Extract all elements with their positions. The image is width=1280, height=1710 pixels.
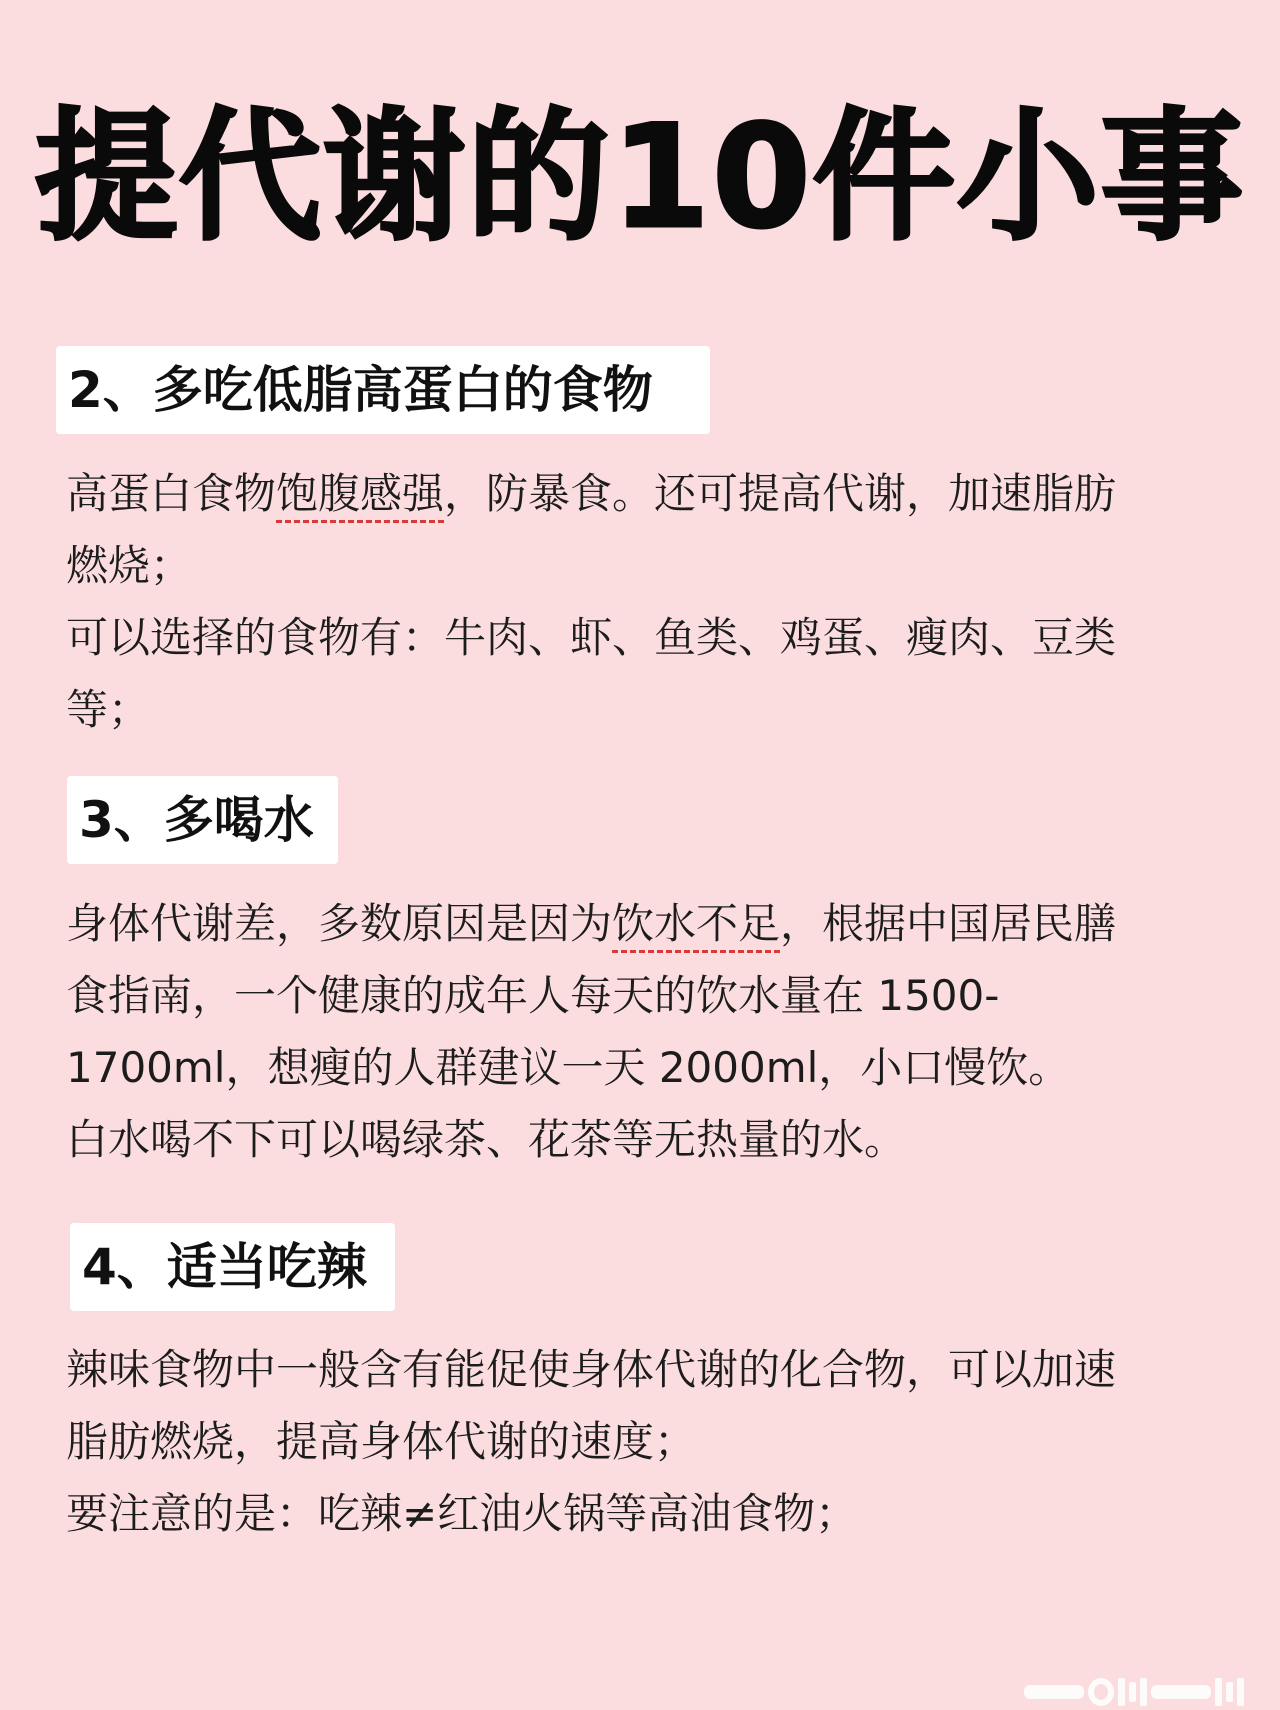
section-heading-spicy: 4、适当吃辣 xyxy=(70,1223,395,1311)
body-line: 1700ml，想瘦的人群建议一天 2000ml，小口慢饮。 xyxy=(66,1043,1071,1092)
text-segment: 高蛋白食物 xyxy=(66,469,277,518)
section-heading-water: 3、多喝水 xyxy=(67,776,338,864)
body-line xyxy=(66,888,1216,960)
watermark-mark xyxy=(1024,1685,1084,1699)
watermark-mark xyxy=(1215,1678,1222,1706)
watermark-logo xyxy=(1024,1678,1244,1706)
body-line: 脂肪燃烧，提高身体代谢的速度； xyxy=(66,1417,697,1466)
body-line: 等； xyxy=(66,685,151,734)
watermark-mark xyxy=(1151,1685,1211,1699)
watermark-mark xyxy=(1088,1678,1114,1706)
section-heading-protein: 2、多吃低脂高蛋白的食物 xyxy=(56,346,710,434)
body-line: 燃烧； xyxy=(66,541,193,590)
body-line: 食指南，一个健康的成年人每天的饮水量在 1500- xyxy=(66,971,1000,1020)
watermark-mark xyxy=(1129,1682,1136,1702)
text-segment: ，根据中国居民膳 xyxy=(780,899,1117,948)
section-body-spicy xyxy=(66,1334,1216,1550)
text-segment: ，防暴食。还可提高代谢，加速脂肪 xyxy=(444,469,1117,518)
highlight-water-shortage: 饮水不足 xyxy=(612,899,781,948)
watermark-mark xyxy=(1237,1678,1244,1706)
body-line xyxy=(66,458,1216,530)
body-line: 要注意的是：吃辣≠红油火锅等高油食物； xyxy=(66,1489,858,1538)
watermark-mark xyxy=(1226,1682,1233,1702)
poster-title: 提代谢的10件小事 xyxy=(35,95,1245,260)
text-segment: 身体代谢差，多数原因是因为 xyxy=(66,899,613,948)
watermark-mark xyxy=(1118,1678,1125,1706)
section-body-water xyxy=(66,888,1216,1176)
body-line: 白水喝不下可以喝绿茶、花茶等无热量的水。 xyxy=(66,1115,907,1164)
highlight-satiety: 饱腹感强 xyxy=(276,469,445,518)
watermark-mark xyxy=(1140,1678,1147,1706)
body-line: 辣味食物中一般含有能促使身体代谢的化合物，可以加速 xyxy=(66,1345,1117,1394)
section-body-protein xyxy=(66,458,1216,746)
body-line: 可以选择的食物有：牛肉、虾、鱼类、鸡蛋、瘦肉、豆类 xyxy=(66,613,1117,662)
